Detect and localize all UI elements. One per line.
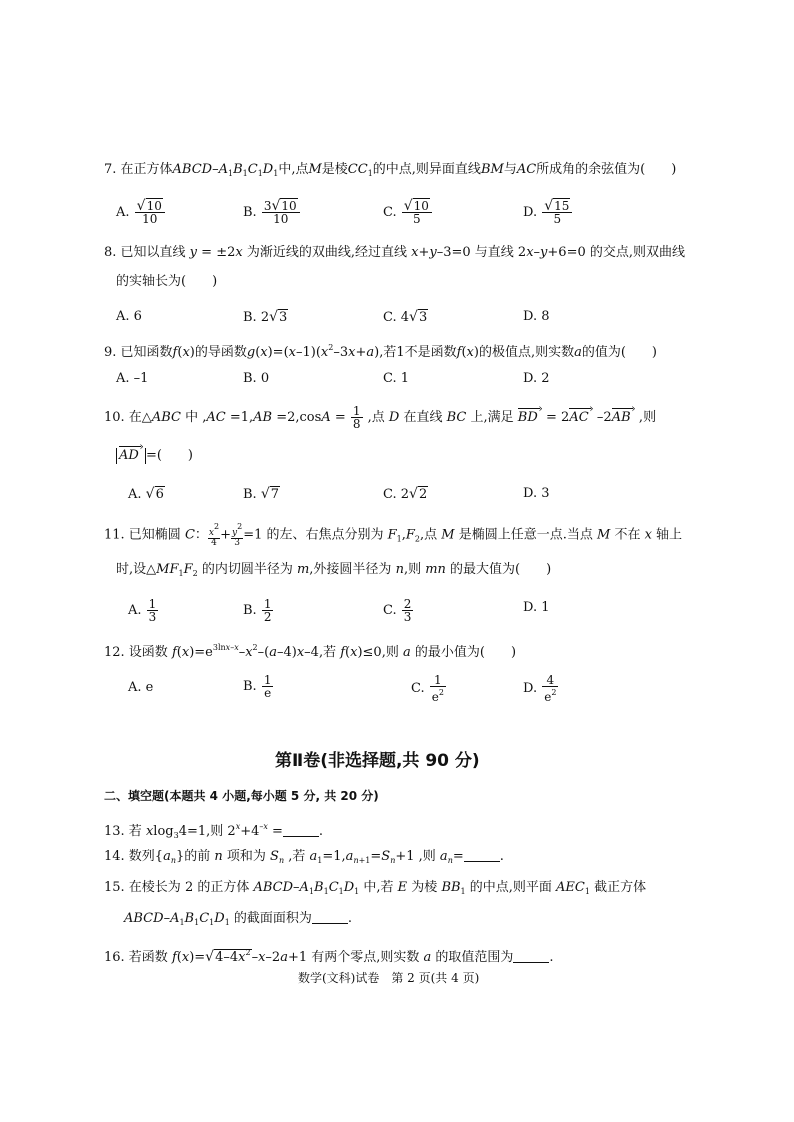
question-7-option-b: B. $\frac{3√10}{10}$ [243,200,301,225]
question-11-option-d: D. 1 [523,600,550,615]
question-13-stem: 13. 若 xlog$_3$4=1,则 $2^x+4^{-x}$ = . [104,822,324,840]
question-8-stem-line1: 8. 已知以直线 y = ±2x 为渐近线的双曲线,经过直线 x+y–3=0 与直线 2x–y+6=0 的交点,则双曲线 [104,245,685,260]
question-10-option-a: A. √6 [128,486,164,502]
question-10-option-b: B. √7 [243,486,280,502]
question-8-option-a: A. 6 [116,309,142,324]
question-12-option-d: D. $\frac{4}{e^2}$ [523,673,557,704]
question-7-stem: 7. 在正方体ABCD–$A_1B_1C_1D_1$中,点M是棱$CC_1$的中点,则异面直线BM与AC所成角的余弦值为( ) [104,162,677,178]
question-10-option-c: C. 2√2 [383,486,428,502]
question-11-option-b: B. $\frac{1}{2}$ [243,597,272,624]
question-11-option-a: A. $\frac{1}{3}$ [128,597,157,624]
question-15-stem-line2: ABCD–$A_1B_1C_1D_1$ 的截面面积为 . [124,911,353,927]
question-9-stem: 9. 已知函数f(x)的导函数$g(x)=(x-1)(x^2-3x+a)$,若1不是函数f(x)的极值点,则实数a的值为( ) [104,343,658,360]
question-12-option-c: C. $\frac{1}{e^2}$ [411,673,444,704]
question-8-option-d: D. 8 [523,309,550,324]
question-16-stem: 16. 若函数 $f(x)=√4-4x^2-x-2a+1$ 有两个零点,则实数 a 的取值范围为 . [104,948,554,965]
section-2-title: 第Ⅱ卷(非选择题,共 90 分) [275,751,480,771]
question-11-stem-line2: 时,设$\triangle MF_1F_2$ 的内切圆半径为 m,外接圆半径为 n,则 mn 的最大值为( ) [116,562,552,578]
question-7-option-d: D. $\frac{√15}{5}$ [523,200,573,225]
question-8-stem-line2: 的实轴长为( ) [116,274,218,289]
question-12-option-b: B. $\frac{1}{e}$ [243,673,272,700]
question-9-option-c: C. 1 [383,371,410,386]
question-14-stem: 14. 数列$\{a_n\}$的前 n 项和为 $S_n$ ,若 $a_1=1,a_{n+1}=S_n+1$ ,则 $a_n=$ . [104,849,504,865]
question-11-option-c: C. $\frac{2}{3}$ [383,597,412,624]
question-8-option-c: C. 4√3 [383,309,428,325]
question-12-option-a: A. e [128,680,154,695]
question-10-stem-line2: › AD =( ) [116,448,193,464]
page-footer: 数学(文科)试卷 第 2 页(共 4 页) [298,971,480,985]
question-9-option-a: A. –1 [116,371,149,386]
part-2-title: 二、填空题(本题共 4 小题,每小题 5 分, 共 20 分) [104,789,379,803]
question-12-stem: 12. 设函数 $f(x)=e^{3lnx-x}-x^2-(a-4)x-4$,若 f(x)≤0,则 a 的最小值为( ) [104,643,517,660]
question-8-option-b: B. 2√3 [243,309,288,325]
question-9-option-d: D. 2 [523,371,550,386]
question-10-stem-line1: 10. 在△ABC 中 ,AC =1,AB =2,cosA = $\frac{1}{8}$ ,点 D 在直线 BC 上,满足 › BD = 2› AC –2› AB ,则 [104,405,656,430]
question-11-stem-line1: 11. 已知椭圆 C： $\frac{x2}{4}$ + $\frac{y2}{3}$ =1 的左、右焦点分别为 $F_1,F_2$,点 M 是椭圆上任意一点.当点 M 不在 x 轴上 [104,522,683,548]
question-10-option-d: D. 3 [523,486,550,501]
question-7-option-a: A. $\frac{√10}{10}$ [116,200,166,225]
question-15-stem-line1: 15. 在棱长为 2 的正方体 ABCD–$A_1B_1C_1D_1$ 中,若 E 为棱 $BB_1$ 的中点,则平面 $AEC_1$ 截正方体 [104,880,647,896]
question-7-option-c: C. $\frac{√10}{5}$ [383,200,433,225]
question-9-option-b: B. 0 [243,371,270,386]
